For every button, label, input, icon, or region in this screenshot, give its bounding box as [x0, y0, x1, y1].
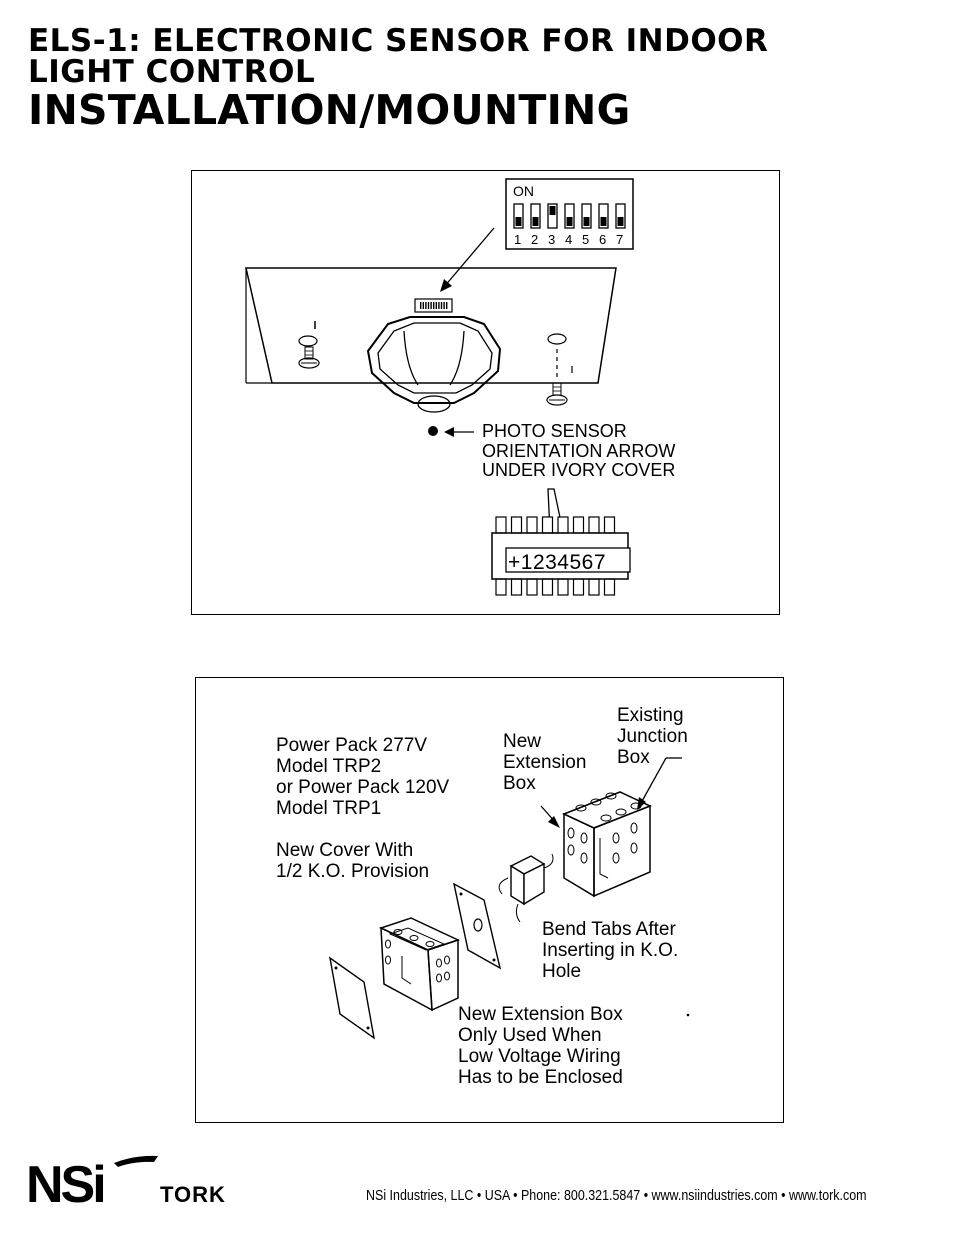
mini-dip-bar [428, 302, 429, 309]
power-pack-label [276, 735, 449, 819]
dial-bottom-tab [512, 579, 522, 595]
dial-top-tab [589, 517, 599, 533]
dial-bottom-tab [605, 579, 615, 595]
sensor-mounting-figure [191, 170, 780, 615]
photo-sensor-label-1: PHOTO SENSOR [482, 421, 627, 441]
bend-tabs-label [542, 919, 678, 982]
back-plate [330, 958, 374, 1038]
dial-top-tab [558, 517, 568, 533]
extension-box-note [458, 1004, 623, 1088]
dip-number-2: 2 [531, 232, 539, 247]
mini-dip-bar [441, 302, 442, 309]
mini-dip-bar [446, 302, 447, 309]
new-cover-label [276, 840, 429, 882]
extension-box-note-line-3: Low Voltage Wiring [458, 1046, 621, 1067]
footer-contact-line: NSi Industries, LLC • USA • Phone: 800.321.5847 • www.nsiindustries.com • www.tork.com [366, 1188, 867, 1204]
bend-tabs-line-3: Hole [542, 961, 582, 982]
title-line-2: LIGHT CONTROL [28, 54, 316, 90]
new-cover-line-1: New Cover With [276, 840, 414, 861]
sensor-mounting-drawing [192, 171, 779, 614]
new-cover-line-2: 1/2 K.O. Provision [276, 861, 430, 882]
orientation-arrow-marker [428, 426, 474, 437]
dip-switch-knob-5 [584, 217, 590, 226]
page-title [28, 23, 769, 134]
dip-number-6: 6 [599, 232, 607, 247]
title-line-1: ELS-1: ELECTRONIC SENSOR FOR INDOOR [28, 23, 769, 59]
bend-tabs-line-2: Inserting in K.O. [542, 940, 679, 961]
dip-switch-knob-6 [601, 217, 607, 226]
new-extension-box-line-1: New [503, 731, 542, 752]
dip-switch-detail [506, 179, 633, 249]
logo-nsi: NSi [26, 1156, 104, 1205]
existing-junction-box [564, 792, 650, 896]
dip-switch-knob-3 [550, 206, 556, 215]
mini-dip-bar [425, 302, 426, 309]
dial-scale-label: +1234567 [508, 551, 607, 574]
power-pack-line-4: Model TRP1 [276, 798, 382, 819]
existing-junction-box-label [617, 705, 688, 768]
power-pack-mounting-figure [195, 677, 784, 1123]
title-line-3: INSTALLATION/MOUNTING [28, 86, 631, 134]
dial-top-tab [527, 517, 537, 533]
stray-dot [687, 1014, 690, 1017]
dip-switch-knob-1 [516, 217, 522, 226]
dial-top-tab [496, 517, 506, 533]
power-pack-line-1: Power Pack 277V [276, 735, 428, 756]
dial-top-tab [512, 517, 522, 533]
dip-switch-knob-4 [567, 217, 573, 226]
dial-top-tab [543, 517, 553, 533]
extension-box-note-line-4: Has to be Enclosed [458, 1067, 623, 1088]
power-pack-line-3: or Power Pack 120V [276, 777, 450, 798]
mini-dip-bar [433, 302, 434, 309]
mini-dip-bar [430, 302, 431, 309]
new-extension-box [381, 918, 458, 1010]
dip-pointer-arrow [440, 228, 494, 292]
nsi-tork-logo [26, 1153, 261, 1205]
mini-dip-bar [423, 302, 424, 309]
dial-bottom-tab [527, 579, 537, 595]
new-extension-box-line-3: Box [503, 773, 536, 794]
dip-switch-knob-2 [533, 217, 539, 226]
dial-bottom-tab [558, 579, 568, 595]
dial-top-tab [605, 517, 615, 533]
dip-number-4: 4 [565, 232, 573, 247]
existing-junction-box-line-2: Junction [617, 726, 688, 747]
new-extension-box-label [503, 731, 586, 794]
logo-swoosh [114, 1156, 158, 1167]
new-extension-box-line-2: Extension [503, 752, 587, 773]
new-cover-plate [454, 884, 500, 968]
mini-dip-bar [443, 302, 444, 309]
existing-junction-box-line-1: Existing [617, 705, 684, 726]
extension-box-note-line-2: Only Used When [458, 1025, 602, 1046]
mini-dip-bar [420, 302, 421, 309]
dial-bottom-tab [496, 579, 506, 595]
dip-number-3: 3 [548, 232, 556, 247]
power-pack-line-2: Model TRP2 [276, 756, 382, 777]
dip-number-1: 1 [514, 232, 522, 247]
sensor-housing [246, 268, 616, 412]
dip-switch-knob-7 [618, 217, 624, 226]
photo-sensor-label-3: UNDER IVORY COVER [482, 460, 676, 480]
existing-junction-box-line-3: Box [617, 747, 650, 768]
dial-bottom-tab [589, 579, 599, 595]
light-level-dial [492, 489, 630, 595]
dial-bottom-tab [574, 579, 584, 595]
dip-number-7: 7 [616, 232, 624, 247]
dip-on-label: ON [513, 183, 534, 199]
power-pack [499, 854, 553, 922]
extension-box-note-line-1: New Extension Box [458, 1004, 623, 1025]
dial-top-tab [574, 517, 584, 533]
mini-dip-bar [438, 302, 439, 309]
logo-tork: TORK [160, 1182, 226, 1205]
mini-dip-bar [436, 302, 437, 309]
dip-number-5: 5 [582, 232, 590, 247]
dial-bottom-tab [543, 579, 553, 595]
bend-tabs-line-1: Bend Tabs After [542, 919, 676, 940]
photo-sensor-label-2: ORIENTATION ARROW [482, 441, 676, 461]
